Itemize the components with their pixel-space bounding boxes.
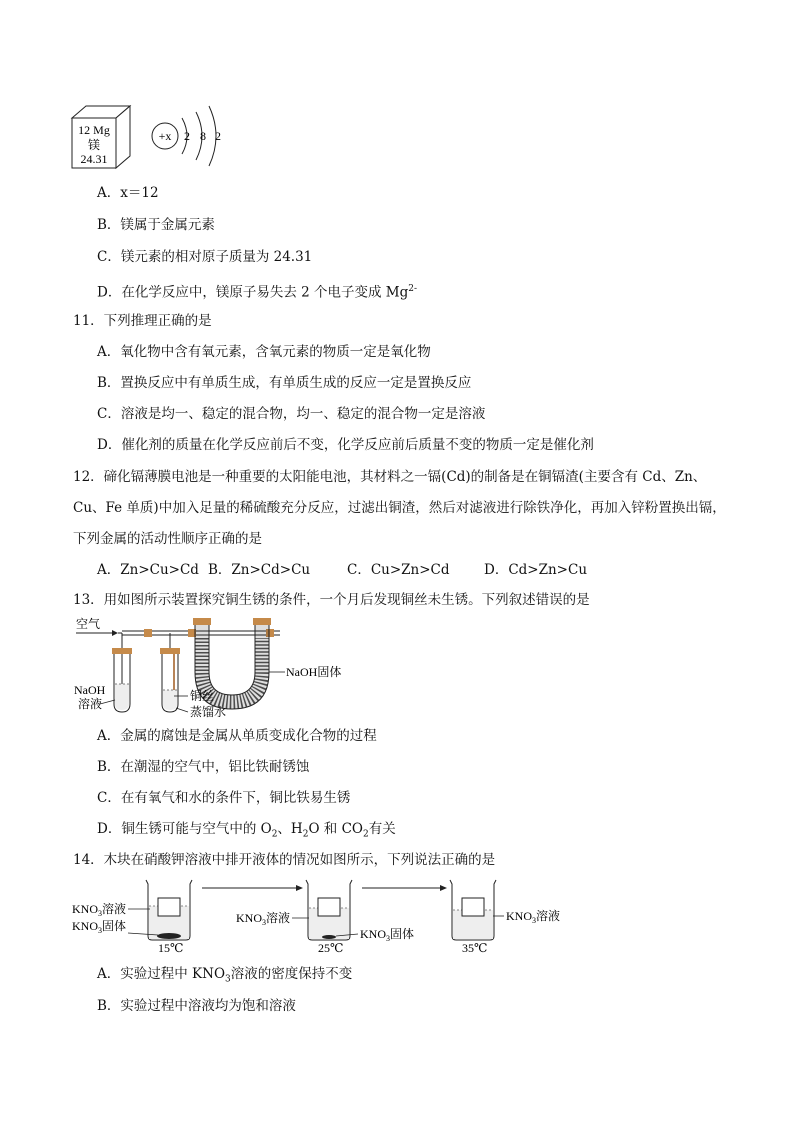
q12-stem-line-1: 12．碲化镉薄膜电池是一种重要的太阳能电池，其材料之一镉(Cd)的制备是在铜镉渣(主要含有 Cd、Zn、 [73,469,707,485]
distilled-water-label: 蒸馏水 [190,705,227,719]
q12-option-b: B．Zn>Cd>Cu [208,562,311,578]
q13-d-sub-2: 2 [302,829,309,840]
air-label: 空气 [76,617,101,631]
temp-35: 35℃ [462,941,488,954]
element-number-symbol: 12 Mg [78,123,110,137]
q13-d-part-1: D．铜生锈可能与空气中的 O [97,821,272,837]
q14-option-b: B．实验过程中溶液均为饱和溶液 [97,998,296,1014]
q10-option-a: A．x＝12 [97,185,159,201]
beaker-35c [450,880,496,954]
copper-rust-apparatus [70,612,350,722]
beaker1-solution-label: $KNO_3$溶液 [72,902,127,918]
element-tile [72,106,130,168]
copper-wire-label: 铜丝 [190,689,215,703]
q13-d-sub-3: 2 [363,829,369,840]
atom-structure [152,106,221,166]
temp-25: 25℃ [318,941,344,954]
q11-option-c: C．溶液是均一、稳定的混合物，均一、稳定的混合物一定是溶液 [97,406,486,422]
q10-option-d-text: D．在化学反应中，镁原子易失去 2 个电子变成 Mg [97,284,409,301]
element-mass: 24.31 [80,152,108,166]
beaker2-solution-label: $KNO_3$溶液 [236,911,291,927]
q12-option-c: C．Cu>Zn>Cd [347,562,450,578]
q12-stem-line-3: 下列金属的活动性顺序正确的是 [73,531,262,547]
q12-stem-line-2: Cu、Fe 单质)中加入足量的稀硫酸充分反应，过滤出铜渣，然后对滤液进行除铁净化，再加入锌粉置换出镉， [73,500,726,516]
beaker2-solid-label: $KNO_3$固体 [360,927,415,943]
q14-a-part-1: A．实验过程中 KNO [97,966,226,982]
kno3-beakers-figure [70,876,580,954]
beaker-25c [306,880,352,954]
nucleus-charge: +x [158,129,172,143]
q12-option-d: D．Cd>Zn>Cu [484,562,588,578]
temp-15: 15℃ [158,941,184,954]
q11-stem: 11．下列推理正确的是 [73,313,212,329]
beaker-15c [146,880,192,954]
q11-option-d: D．催化剂的质量在化学反应前后不变，化学反应前后质量不变的物质一定是催化剂 [97,437,594,453]
q10-option-c: C．镁元素的相对原子质量为 24.31 [97,249,313,265]
q13-d-part-2: 、H [277,821,303,837]
q10-option-b: B．镁属于金属元素 [97,217,215,233]
shell-1-electrons: 2 [184,129,190,143]
q11-option-a: A．氧化物中含有氧元素，含氧元素的物质一定是氧化物 [97,344,431,360]
q13-d-part-3: O 和 CO [308,821,363,837]
shell-3-electrons: 2 [215,129,221,143]
q13-d-sub-1: 2 [271,829,278,840]
q10-option-d-charge: 2- [408,284,418,294]
naoh-solid-label: NaOH固体 [286,665,342,679]
q14-option-a [97,965,352,989]
q13-option-b: B．在潮湿的空气中，铝比铁耐锈蚀 [97,759,310,775]
q10-option-d [97,280,417,302]
naoh-solution-label-1: NaOH [74,683,106,697]
q13-option-a: A．金属的腐蚀是金属从单质变成化合物的过程 [97,728,377,744]
q11-option-b: B．置换反应中有单质生成，有单质生成的反应一定是置换反应 [97,375,472,391]
beaker3-solution-label: $KNO_3$溶液 [506,909,561,925]
q13-option-c: C．在有氧气和水的条件下，铜比铁易生锈 [97,790,351,806]
q14-a-sub: 3 [225,974,231,985]
magnesium-figure [66,98,236,170]
test-tube-copper [160,633,180,712]
q12-option-a: A．Zn>Cu>Cd [97,562,199,578]
q13-stem: 13．用如图所示装置探究铜生锈的条件，一个月后发现铜丝未生锈。下列叙述错误的是 [73,592,590,608]
beaker1-solid-label: $KNO_3$固体 [72,919,127,935]
q14-stem: 14．木块在硝酸钾溶液中排开液体的情况如图所示，下列说法正确的是 [73,852,496,868]
q13-d-part-4: 有关 [368,821,396,837]
naoh-solution-label-2: 溶液 [78,697,103,711]
element-name: 镁 [87,138,101,152]
q13-option-d [97,820,396,844]
q14-a-part-2: 溶液的密度保持不变 [230,966,353,982]
shell-2-electrons: 8 [200,129,206,143]
